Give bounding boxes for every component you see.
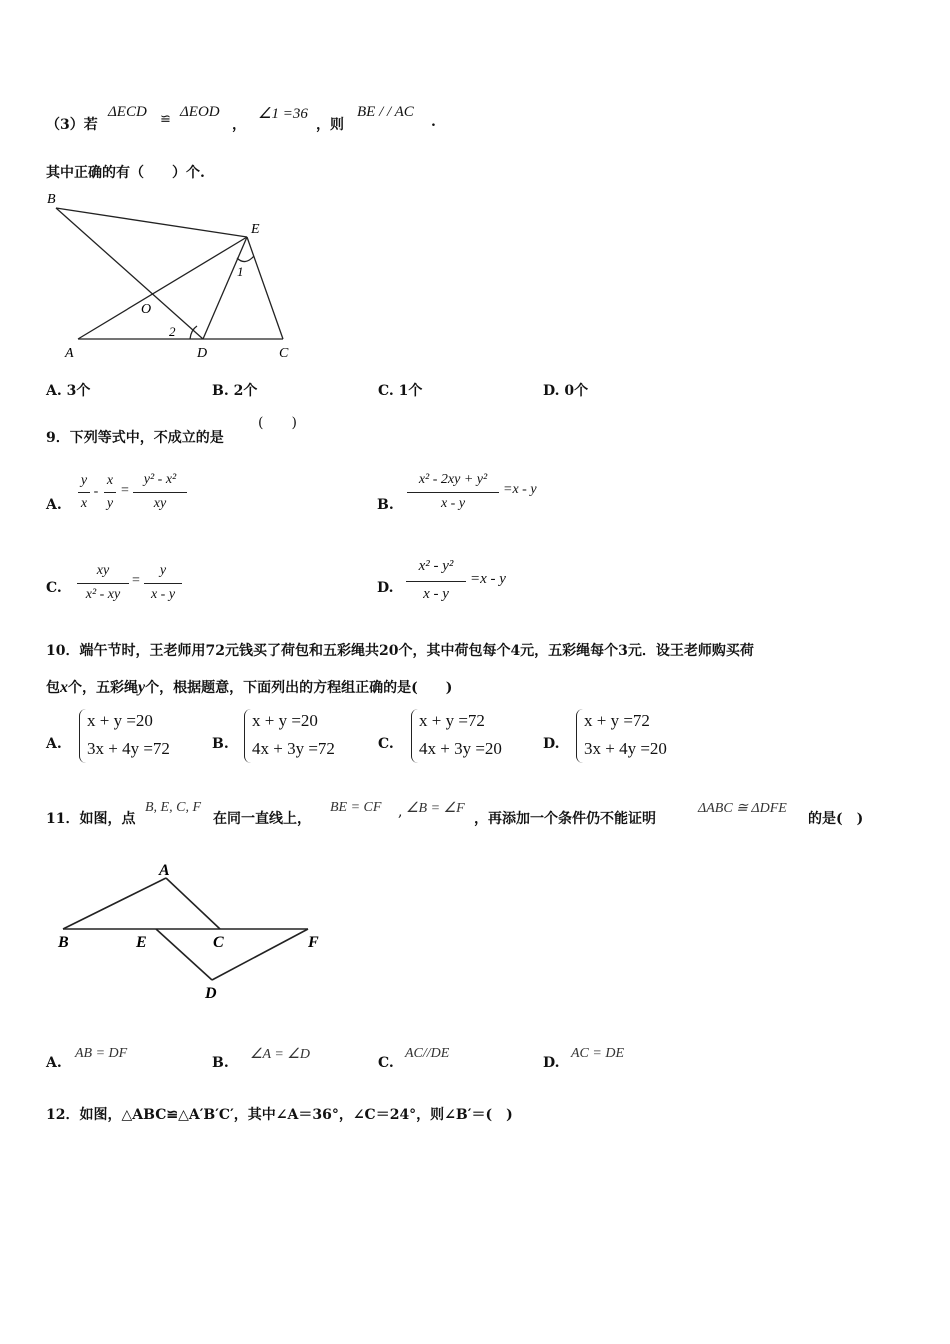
option-key: A. — [46, 383, 62, 399]
option-key: C. — [378, 383, 394, 399]
q10-stem-line1: 10．端午节时，王老师用72元钱买了荷包和五彩绳共20个，其中荷包每个4元，五彩绳每个3元．设王老师购买荷 — [46, 643, 754, 659]
var-x: x — [60, 679, 68, 696]
rhs-numerator: y² - x² — [143, 472, 177, 487]
label-angle-1: 1 — [237, 264, 244, 279]
q12-stem: 12．如图，△ABC≌△A′B′C′，其中∠A＝36°，∠C＝24°，则∠B′＝( ) — [46, 1107, 513, 1123]
equation-2: 3x + 4y =20 — [584, 739, 667, 758]
option-text: 3个 — [66, 383, 91, 399]
q10-option-d-system[interactable] — [576, 707, 667, 763]
option-text: 2个 — [233, 383, 258, 399]
text: 个，五彩绳 — [68, 680, 138, 696]
equation-1: x + y =20 — [87, 711, 153, 730]
text: 个，根据题意，下面列出的方程组正确的是( ) — [145, 680, 453, 696]
label-B: B — [47, 192, 56, 207]
rhs-denominator: xy — [153, 496, 167, 511]
rhs-denominator: x - y — [150, 587, 176, 602]
equation-2: 3x + 4y =72 — [87, 739, 170, 758]
option-key: A. — [46, 497, 62, 513]
denominator: x - y — [423, 586, 449, 602]
equation-1: x + y =72 — [584, 711, 650, 730]
q11-option-d-key[interactable]: D. — [543, 1055, 560, 1071]
q8-option-d[interactable] — [543, 380, 588, 400]
q11-option-d-text[interactable]: AC = DE — [571, 1046, 624, 1061]
q9-answer-paren: ( ) — [258, 415, 297, 431]
label-C: C — [213, 934, 224, 951]
q8-geometry-figure — [40, 186, 310, 366]
comma: , — [398, 804, 403, 820]
q11-option-b-text[interactable]: ∠A = ∠D — [250, 1047, 310, 1062]
q11-option-b-key[interactable]: B. — [212, 1055, 229, 1071]
label-F: F — [308, 934, 319, 951]
condition-be-cf: BE = CF — [330, 800, 382, 815]
condition-angle-b-f: ∠B = ∠F — [406, 801, 465, 816]
q10-option-b-system[interactable] — [244, 707, 335, 763]
denominator: x - y — [440, 496, 466, 511]
text: 在同一直线上， — [213, 811, 311, 827]
cond3-comma: ， — [232, 117, 246, 133]
label-D: D — [197, 346, 208, 361]
label-D: D — [205, 985, 217, 1002]
equation-2: 4x + 3y =20 — [419, 739, 502, 758]
q8-option-a[interactable] — [46, 380, 90, 400]
option-text: 0个 — [564, 383, 589, 399]
q8-option-b[interactable] — [212, 380, 257, 400]
q8-prompt: 其中正确的有（ ）个. — [46, 165, 205, 181]
option-key: C. — [46, 580, 62, 596]
q11-option-a-key[interactable]: A. — [46, 1055, 62, 1071]
numerator: x² - y² — [418, 558, 454, 574]
label-A: A — [65, 346, 74, 361]
text: ，再添加一个条件仍不能证明 — [474, 811, 656, 827]
q10-option-d-key[interactable]: D. — [543, 736, 560, 752]
text: 的是( ) — [808, 811, 864, 827]
q10-option-a-key[interactable]: A. — [46, 736, 62, 752]
cond3-conclusion: BE / / AC — [357, 104, 414, 120]
label-E: E — [251, 222, 260, 237]
equation-2: 4x + 3y =72 — [252, 739, 335, 758]
q11-geometry-figure — [50, 856, 340, 1006]
text: 包 — [46, 680, 60, 696]
points-list: B, E, C, F — [145, 800, 201, 815]
frac2-numerator: x — [106, 473, 114, 488]
q10-option-b-key[interactable]: B. — [212, 736, 229, 752]
frac1-numerator: y — [80, 473, 88, 488]
denominator: x² - xy — [85, 587, 121, 602]
label-B: B — [58, 934, 69, 951]
q11-option-a-text[interactable]: AB = DF — [75, 1046, 128, 1061]
equation-1: x + y =72 — [419, 711, 485, 730]
minus-sign: - — [93, 484, 99, 499]
q10-option-a-system[interactable] — [79, 707, 170, 763]
label-O: O — [141, 302, 152, 317]
option-text: 1个 — [398, 383, 423, 399]
q10-stem-line2 — [46, 677, 452, 697]
cond3-triangle-1: ΔECD — [108, 104, 147, 120]
right-hand-side: =x - y — [470, 571, 506, 587]
option-key: B. — [212, 383, 229, 399]
text: 11．如图，点 — [46, 811, 136, 827]
label-C: C — [279, 346, 289, 361]
cond3-then: ，则 — [316, 117, 344, 133]
congruence-statement: ΔABC ≅ ΔDFE — [698, 801, 787, 816]
right-hand-side: =x - y — [503, 482, 537, 497]
rhs-numerator: y — [159, 563, 167, 578]
q11-option-c-text[interactable]: AC//DE — [405, 1046, 450, 1061]
q9-stem: 9．下列等式中，不成立的是 — [46, 430, 224, 446]
var-y: y — [138, 679, 146, 696]
q10-option-c-system[interactable] — [411, 707, 502, 763]
equals-sign: = — [121, 483, 129, 498]
q10-option-c-key[interactable]: C. — [378, 736, 394, 752]
option-key: D. — [377, 580, 394, 596]
option-key: B. — [377, 497, 394, 513]
label-angle-2: 2 — [169, 324, 176, 339]
cond3-period: . — [431, 114, 436, 130]
label-A: A — [159, 862, 170, 879]
cond3-triangle-2: ΔEOD — [180, 104, 220, 120]
cond3-congruent-symbol: ≌ — [160, 112, 171, 127]
frac2-denominator: y — [106, 496, 114, 511]
q8-option-c[interactable] — [378, 380, 422, 400]
option-key: D. — [543, 383, 560, 399]
frac1-denominator: x — [80, 496, 88, 511]
q11-option-c-key[interactable]: C. — [378, 1055, 394, 1071]
cond3-label: （3）若 — [46, 117, 98, 133]
numerator: xy — [96, 563, 110, 578]
equals-sign: = — [132, 573, 140, 588]
cond3-angle: ∠1 =36 — [258, 106, 308, 122]
equation-1: x + y =20 — [252, 711, 318, 730]
numerator: x² - 2xy + y² — [418, 472, 488, 487]
label-E: E — [136, 934, 147, 951]
